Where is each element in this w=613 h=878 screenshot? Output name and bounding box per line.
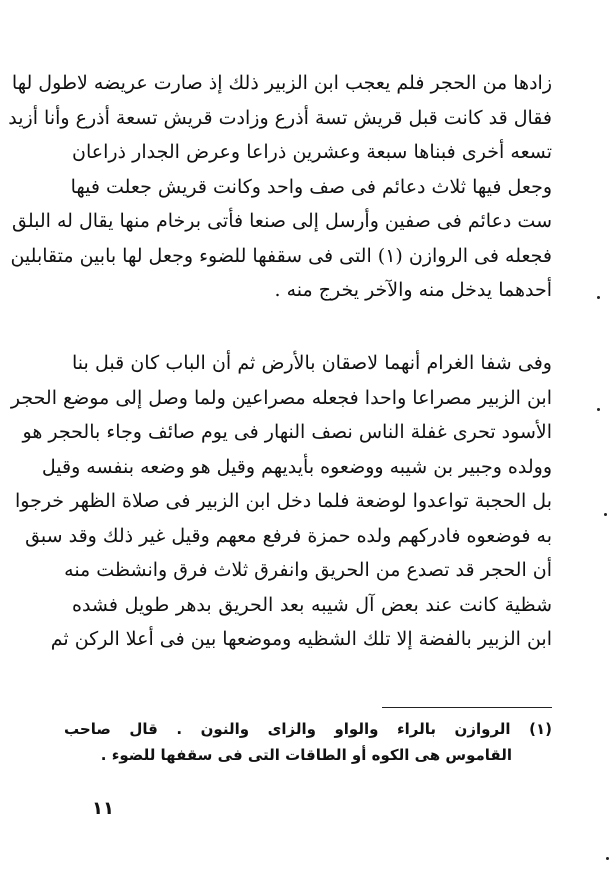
paragraph-2 [10,346,552,657]
text-line: ست دعائم فى صفين وأرسل إلى صنعا فأتى برخام منها يقال له البلق [11,210,552,232]
footnote-divider [382,707,552,708]
text-line: وفى شفا الغرام أنهما لاصقان بالأرض ثم أن الباب كان قبل بنا [72,352,552,374]
text-line: الأسود تحرى غفلة الناس نصف النهار فى يوم صائف وجاء بالحجر هو [22,421,552,443]
paragraph-1 [8,66,552,308]
text-line: ابن الزبير مصراعا واحدا فجعله مصراعين ولما وصل إلى موضع الحجر [10,386,552,409]
text-line: زادها من الحجر فلم يعجب ابن الزبير ذلك إذ صارت عريضه لاطول لها [11,72,552,94]
text-line: وجعل فيها ثلاث دعائم فى صف واحد وكانت قريش جعلت فيها [70,175,552,198]
text-line: تسعه أخرى فبناها سبعة وعشرين ذراعا وعرض الجدار ذراعان [72,141,552,163]
scan-speck [597,408,600,411]
text-line: أحدهما يدخل منه والآخر يخرج منه . [274,279,552,301]
footnote [64,716,552,768]
footnote-line: القاموس هى الكوه أو الطاقات التى فى سقفها للضوء . [100,746,512,764]
text-line: وولده وجبير بن شيبه ووضعوه بأيديهم وقيل هو وضعه بنفسه وقيل [41,455,552,478]
text-line: به فوضعوه فادركهم ولده حمزة فرفع معهم وقيل غير ذلك وقد سبق [25,524,552,547]
text-line: أن الحجر قد تصدع من الحريق وانفرق ثلاث فرق وانشظت منه [64,559,552,581]
text-line: فقال قد كانت قبل قريش تسة أذرع وزادت قريش تسعة أذرع وأنا أزيد [8,106,552,129]
page-number: ١١ [92,798,114,819]
scan-speck [604,513,607,516]
text-line: بل الحجبة تواعدوا لوضعة فلما دخل ابن الزبير فى صلاة الظهر خرجوا [14,490,552,512]
scan-speck [606,857,609,860]
text-line: شظية كانت عند بعض آل شيبه بعد الحريق بدهر طويل فشده [72,593,552,616]
text-line: ابن الزبير بالفضة إلا تلك الشظيه وموضعها بين فى أعلا الركن ثم [50,628,552,650]
text-line: فجعله فى الروازن (١) التى فى سقفها للضوء وجعل لها بابين متقابلين [10,244,552,267]
footnote-line: (١) الروازن بالراء والواو والزاى والنون . قال صاحب [64,720,552,738]
scan-speck [597,296,600,299]
